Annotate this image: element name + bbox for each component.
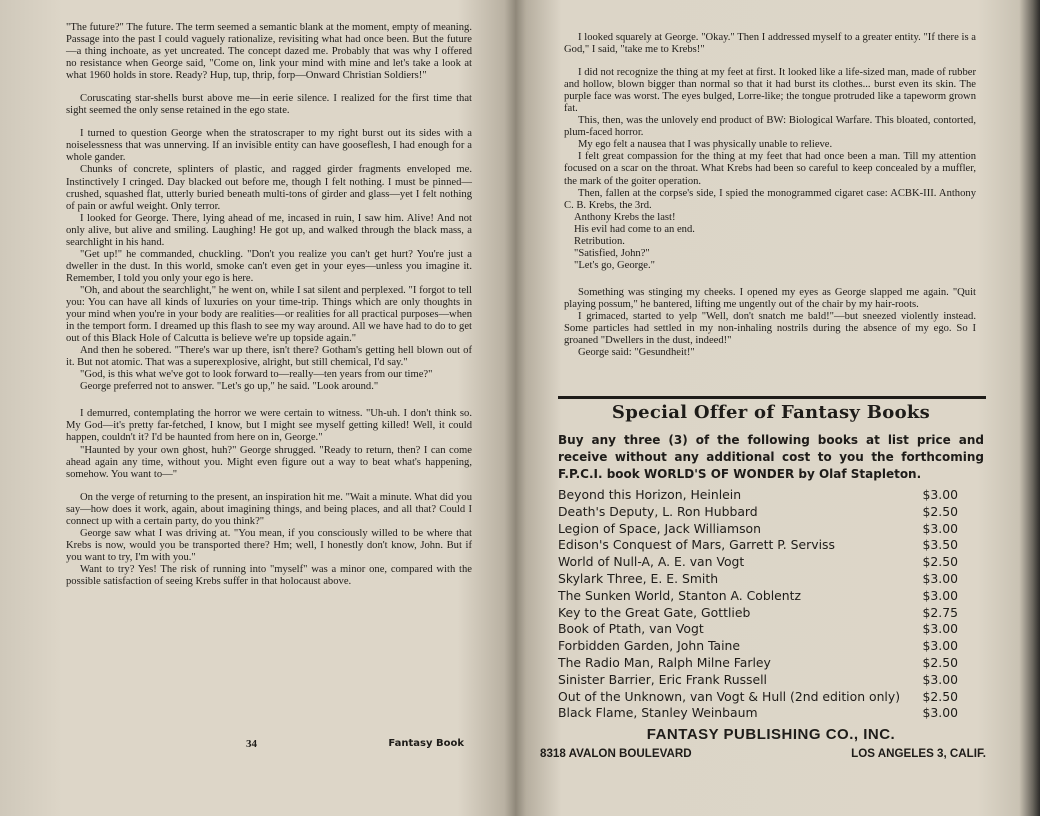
section-divider: [558, 396, 986, 399]
book-entry: [558, 655, 958, 672]
book-title: The Sunken World, Stanton A. Coblentz: [558, 587, 802, 603]
book-price: $2.50: [922, 503, 958, 519]
book-price: $3.00: [922, 638, 958, 654]
publisher-name: FANTASY PUBLISHING CO., INC.: [646, 726, 896, 743]
book-entry: [558, 521, 958, 538]
book-entry: [558, 605, 958, 622]
left-text-column: [66, 22, 472, 588]
right-text-column: [564, 32, 976, 359]
book-entry: [558, 537, 958, 554]
paragraph: Anthony Krebs the last!: [574, 211, 676, 223]
book-entry: [558, 487, 958, 504]
book-title: Out of the Unknown, van Vogt & Hull (2nd edition only): [558, 688, 901, 704]
paragraph: Retribution.: [574, 235, 625, 247]
paragraph: Coruscating star-shells burst above me—in eerie silence. I realized for the first time that sight seemed the only sense retained in the ego state.: [66, 93, 472, 117]
paragraph: This, then, was the unlovely end product of BW: Biological Warfare. This bloated, contorted, plum-faced horror.: [564, 115, 976, 139]
book-title: Beyond this Horizon, Heinlein: [558, 487, 742, 502]
book-price: $2.50: [922, 654, 958, 670]
book-price: $3.00: [922, 671, 958, 687]
address-street: 8318 AVALON BOULEVARD: [540, 747, 692, 760]
right-page: [508, 0, 1030, 816]
paragraph: "Satisfied, John?": [574, 247, 650, 259]
paragraph: "God, is this what we've got to look forward to—really—ten years from our time?": [80, 369, 433, 381]
book-title: Key to the Great Gate, Gottlieb: [558, 604, 751, 620]
book-price: $3.00: [922, 520, 958, 536]
book-entry: [558, 504, 958, 521]
book-title: Death's Deputy, L. Ron Hubbard: [558, 503, 758, 519]
book-title: Book of Ptath, van Vogt: [558, 621, 704, 637]
book-price: $3.00: [922, 587, 958, 603]
book-entry: [558, 705, 958, 722]
book-price: $3.50: [922, 537, 958, 553]
book-price: $2.75: [922, 604, 958, 620]
paragraph: "Haunted by your own ghost, huh?" George shrugged. "Ready to return, then? I can come ahead again any time, without you. Might even figure out a way to beat what's happening, somehow. You want to—": [66, 444, 472, 480]
paragraph: I felt great compassion for the thing at my feet that had once been a man. Till my attention focused on a scar on the throat. What Krebs had been so careful to keep concealed by a muffler, the mark of the goiter operation.: [564, 151, 976, 187]
book-price: $3.00: [922, 570, 958, 586]
book-list: [558, 487, 958, 722]
offer-intro: Buy any three (3) of the following books at list price and receive without any additional cost to you the forthcoming F.P.C.I. book WORLD'S OF WONDER by Olaf Stapleton.: [558, 433, 984, 481]
paragraph: Then, fallen at the corpse's side, I spied the monogrammed cigaret case: ACBK-III. Anthony C. B. Krebs, the 3rd.: [564, 187, 976, 211]
book-price: $2.50: [922, 688, 958, 704]
paragraph: I turned to question George when the stratoscraper to my right burst out its sides with a noiselessness that was unnerving. If an invisible entity can have gooseflesh, I had enough for a whole gander.: [66, 128, 472, 164]
paragraph: On the verge of returning to the present, an inspiration hit me. "Wait a minute. What did you say—how does it work, again, about imagining things, and being places, and all that? Could I connect up with a certain party, do you think?": [66, 491, 472, 527]
book-title: Skylark Three, E. E. Smith: [558, 570, 719, 586]
book-price: $3.00: [922, 621, 958, 637]
book-title: Forbidden Garden, John Taine: [558, 638, 741, 654]
book-price: $2.50: [922, 554, 958, 570]
paragraph: I looked squarely at George. "Okay." Then I addressed myself to a greater entity. "If there is a God," I said, "take me to Krebs!": [564, 32, 976, 56]
paragraph: And then he sobered. "There's war up there, isn't there? Gotham's getting hell blown out of it. But not atomic. That was a superexplosive, alright, but still chemical, I'd say.": [66, 345, 472, 369]
book-title: Legion of Space, Jack Williamson: [558, 520, 761, 536]
book-price: $3.00: [922, 705, 958, 721]
book-entry: [558, 672, 958, 689]
paragraph: I grimaced, started to yelp "Well, don't snatch me bald!"—but sneezed violently instead. Some particles had settled in my non-inhaling nostrils during the absence of my ego. So I groaned "Dwellers in the dust, indeed!": [564, 310, 976, 347]
book-entry: [558, 621, 958, 638]
book-entry: [558, 571, 958, 588]
book-entry: [558, 588, 958, 605]
book-entry: [558, 554, 958, 571]
book-title: The Radio Man, Ralph Milne Farley: [558, 654, 771, 670]
paragraph: "Get up!" he commanded, chuckling. "Don't you realize you can't get hurt? You're just a dweller in the dust. In this world, smoke can't even get in your eyes—unless you imagine it. Remember, I told you only your ego is here.: [66, 248, 472, 284]
paragraph: Want to try? Yes! The risk of running into "myself" was a minor one, compared with the possible satisfaction of seeing Krebs suffer in that holocaust above.: [66, 563, 472, 587]
paragraph: I looked for George. There, lying ahead of me, incased in ruin, I saw him. Alive! And not only alive, but alive and smiling. Laughing! He got up, and walked through the black mass, a searchlight in his hand.: [66, 212, 472, 248]
book-title: Edison's Conquest of Mars, Garrett P. Serviss: [558, 537, 835, 553]
paragraph: I demurred, contemplating the horror we were certain to witness. "Uh-uh. I don't think so. My God—it's pretty far-fetched, I know, but I might see myself getting killed! Well, it could happen, couldn't it? I'd be haunted from here on in, George.": [66, 408, 472, 444]
paragraph: Something was stinging my cheeks. I opened my eyes as George slapped me again. "Quit playing possum," he bantered, lifting me ungently out of the chair by my hair-roots.: [564, 286, 976, 310]
paragraph: "The future?" The future. The term seemed a semantic blank at the moment, empty of meaning. Passage into the past I could vaguely rationalize, revisiting what had once been. But the future—a thing inchoate, as yet uncreated. The concept dazed me. Probably that was why I offered no resistance when George said, "Come on, link your mind with mine and let's take a look at what 1960 holds in store. Ready? Hup, tup, thrip, forp—Onward Christian Soldiers!": [66, 22, 472, 82]
paragraph: George saw what I was driving at. "You mean, if you consciously willed to be where that Krebs is now, would you be transported there? Hm; well, I honestly don't know, John. But if you want to try, I'm with you.": [66, 527, 472, 563]
paragraph: George said: "Gesundheit!": [578, 347, 695, 359]
paragraph: My ego felt a nausea that I was physically unable to relieve.: [578, 139, 833, 151]
paragraph: George preferred not to answer. "Let's go up," he said. "Look around.": [80, 381, 379, 393]
paragraph: Chunks of concrete, splinters of plastic, and ragged girder fragments enveloped me. Instinctively I cringed. Day blacked out before me, though I felt nothing. I must be pinned—crushed, squashed flat, utterly buried beneath multi-tons of girder and glass—yet I felt nothing of pain or awful weight. Only terror.: [66, 164, 472, 212]
book-entry: [558, 689, 958, 706]
book-price: $3.00: [922, 487, 958, 502]
left-page: [0, 0, 498, 816]
running-head: Fantasy Book: [388, 738, 464, 749]
offer-title: Special Offer of Fantasy Books: [611, 402, 931, 423]
paragraph: "Oh, and about the searchlight," he went on, while I sat silent and perplexed. "I forgot to tell you: You can have all kinds of luxuries on your time-trip. Things which are only thoughts in your mind when you're in your body are realities—or realities for all practical purposes—when in the temport form. I dreamed up this flash to see my way around. All we have had to do to get out of this Black Hole of Calcutta is believe we're up topside again.": [66, 284, 472, 345]
paragraph: His evil had come to an end.: [574, 223, 695, 235]
book-title: World of Null-A, A. E. van Vogt: [558, 554, 745, 570]
book-title: Sinister Barrier, Eric Frank Russell: [558, 671, 767, 687]
book-entry: [558, 638, 958, 655]
paragraph: I did not recognize the thing at my feet at first. It looked like a life-sized man, made of rubber and hollow, blown bigger than normal so that it had burst its clothes... burst even its skin. The purple face was worst. The eyes bulged, Lorre-like; the tongue protruded like a tapeworm grown fat.: [564, 67, 976, 115]
paragraph: "Let's go, George.": [574, 259, 655, 271]
book-title: Black Flame, Stanley Weinbaum: [558, 705, 758, 721]
page-number: 34: [246, 738, 257, 750]
address-city: LOS ANGELES 3, CALIF.: [851, 747, 986, 760]
